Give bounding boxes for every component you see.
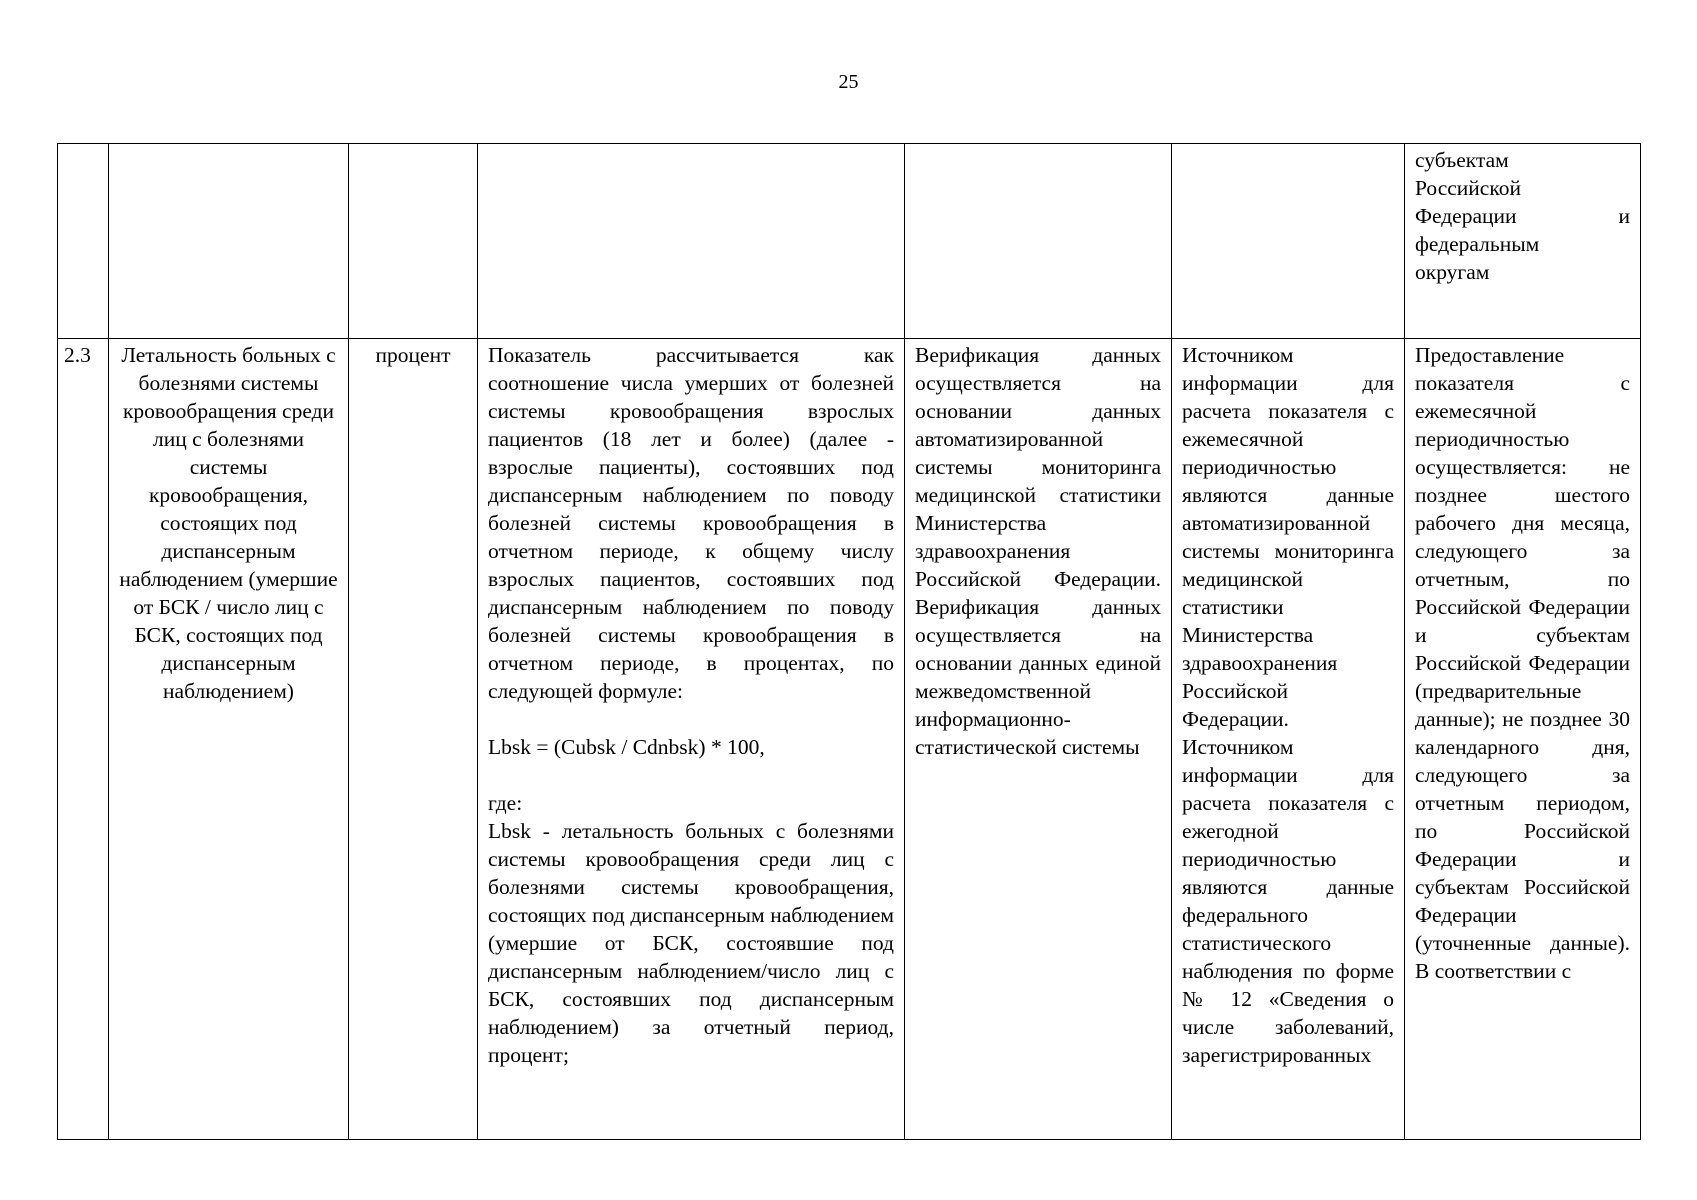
where-label: где: xyxy=(488,791,523,815)
cell-verification-empty xyxy=(905,144,1172,339)
calculation-method xyxy=(478,339,905,1140)
cell-provision-continuation xyxy=(1405,144,1641,339)
method-intro: Показатель рассчитывается как соотношение числа умерших от болезней системы кровообращения взрослых пациентов (18 лет и более) (далее - взрослые пациенты), состоявших под диспансерным наблюдением по поводу болезней системы кровообращения в отчетном периоде, к общему числу взрослых пациентов, состоявших под диспансерным наблюдением по поводу болезней системы кровообращения в отчетном периоде, в процентах, по следующей формуле: xyxy=(488,343,894,703)
cell-method-empty xyxy=(478,144,905,339)
cell-unit-empty xyxy=(349,144,478,339)
provision-terms: Предоставление показателя с ежемесячной периодичностью осуществляется: не позднее шестого рабочего дня месяца, следующего за отчетным, по Российской Федерации и субъектам Российской Федерации (предварительные данные); не позднее 30 календарного дня, следующего за отчетным периодом, по Российской Федерации и субъектам Российской Федерации (уточненные данные). В соответствии с xyxy=(1405,339,1641,1140)
cell-line: федеральным xyxy=(1415,232,1540,256)
verification-method: Верификация данных осуществляется на основании данных автоматизированной системы мониторинга медицинской статистики Министерства здравоохранения Российской Федерации. Верификация данных осуществляется на основании данных единой межведомственной информационно-статистической системы xyxy=(905,339,1172,1140)
page-number: 25 xyxy=(838,71,859,93)
cell-line: Российской xyxy=(1415,176,1521,200)
cell-name-empty xyxy=(109,144,349,339)
formula: Lbsk = (Cubsk / Cdnbsk) * 100, xyxy=(488,735,765,759)
data-source: Источником информации для расчета показателя с ежемесячной периодичностью являются данные автоматизированной системы мониторинга медицинской статистики Министерства здравоохранения Российской Федерации. Источником информации для расчета показателя с ежегодной периодичностью являются данные федерального статистического наблюдения по форме № 12 «Сведения о числе заболеваний, зарегистрированных xyxy=(1172,339,1405,1140)
indicator-name: Летальность больных с болезнями системы кровообращения среди лиц с болезнями системы кровообращения, состоящих под диспансерным наблюдением (умершие от БСК / число лиц с БСК, состоящих под диспансерным наблюдением) xyxy=(109,339,349,1140)
cell-line: Федерации и xyxy=(1415,204,1630,228)
cell-source-empty xyxy=(1172,144,1405,339)
indicator-table xyxy=(57,143,1641,1140)
table-row-continuation xyxy=(58,144,1641,339)
row-number: 2.3 xyxy=(58,339,109,1140)
cell-line: округам xyxy=(1415,260,1490,284)
indicator-unit: процент xyxy=(349,339,478,1140)
cell-number-empty xyxy=(58,144,109,339)
cell-line: субъектам xyxy=(1415,148,1509,172)
table-row-2-3 xyxy=(58,339,1641,1140)
formula-definition: Lbsk - летальность больных с болезнями системы кровообращения среди лиц с болезнями системы кровообращения, состоящих под диспансерным наблюдением (умершие от БСК, состоявшие под диспансерным наблюдением/число лиц с БСК, состоявших под диспансерным наблюдением) за отчетный период, процент; xyxy=(488,819,894,1067)
